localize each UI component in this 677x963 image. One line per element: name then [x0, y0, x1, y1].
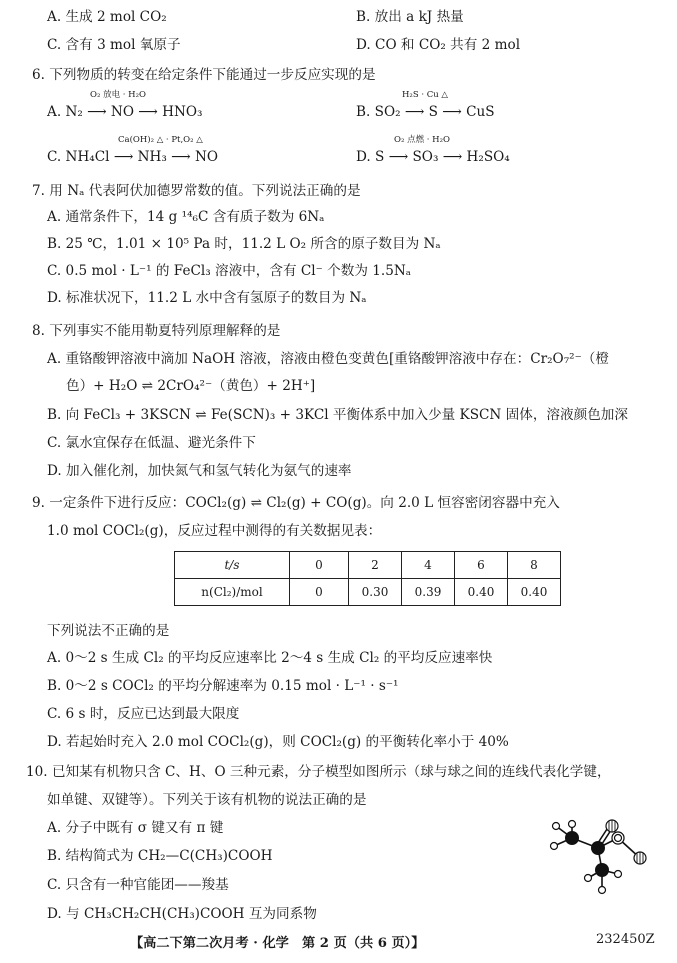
hydrogen-atom — [615, 871, 622, 878]
exam-code: 232450Z — [596, 932, 655, 947]
table-row — [175, 552, 561, 579]
oxygen-atom — [634, 852, 646, 864]
q9-data-table — [174, 551, 561, 606]
q10-option-b: B. 结构简式为 CH₂—C(CH₃)COOH — [47, 848, 273, 864]
q6-option-b: B. SO₂ ⟶ S ⟶ CuS — [356, 104, 495, 120]
table-cell: 0.40 — [455, 579, 508, 606]
table-row — [175, 579, 561, 606]
table-header-cell: 6 — [455, 552, 508, 579]
table-cell: n(Cl₂)/mol — [175, 579, 290, 606]
table-cell: 0.39 — [402, 579, 455, 606]
q7-option-b: B. 25 ℃，1.01 × 10⁵ Pa 时，11.2 L O₂ 所含的原子数目为 Nₐ — [47, 236, 441, 252]
q9-option-a: A. 0～2 s 生成 Cl₂ 的平均反应速率比 2～4 s 生成 Cl₂ 的平均反应速率快 — [47, 650, 493, 666]
q8-option-b: B. 向 FeCl₃ + 3KSCN ⇌ Fe(SCN)₃ + 3KCl 平衡体系中加入少量 KSCN 固体，溶液颜色加深 — [47, 407, 628, 423]
q8-option-a-line1: A. 重铬酸钾溶液中滴加 NaOH 溶液，溶液由橙色变黄色[重铬酸钾溶液中存在：Cr₂O₇²⁻（橙 — [47, 351, 609, 367]
oxygen-atom — [606, 820, 618, 832]
q7-stem: 7. 用 Nₐ 代表阿伏加德罗常数的值。下列说法正确的是 — [32, 183, 361, 199]
q8-option-a-line2: 色）+ H₂O ⇌ 2CrO₄²⁻（黄色）+ 2H⁺] — [66, 378, 316, 394]
q10-option-d: D. 与 CH₃CH₂CH(CH₃)COOH 互为同系物 — [47, 906, 317, 922]
q6-option-c-condition: Ca(OH)₂ △ · Pt,O₂ △ — [118, 135, 203, 145]
q7-option-a: A. 通常条件下，14 g ¹⁴₆C 含有质子数为 6Nₐ — [47, 209, 325, 225]
table-cell: 0.30 — [349, 579, 402, 606]
q10-option-a: A. 分子中既有 σ 键又有 π 键 — [47, 820, 224, 836]
q9-stem-line1: 9. 一定条件下进行反应：COCl₂(g) ⇌ Cl₂(g) + CO(g)。向 2.0 L 恒容密闭容器中充入 — [32, 495, 560, 511]
table-header-cell: 4 — [402, 552, 455, 579]
q9-option-c: C. 6 s 时，反应已达到最大限度 — [47, 706, 240, 722]
table-header-cell: 8 — [508, 552, 561, 579]
q8-stem: 8. 下列事实不能用勒夏特列原理解释的是 — [32, 323, 281, 339]
q5-option-c: C. 含有 3 mol 氧原子 — [47, 37, 181, 53]
hydrogen-atom — [569, 821, 576, 828]
q10-stem-line2: 如单键、双键等）。下列关于该有机物的说法正确的是 — [47, 792, 367, 808]
q6-option-a-condition: O₂ 放电 · H₂O — [90, 90, 146, 100]
hydrogen-atom — [615, 835, 622, 842]
q5-option-d: D. CO 和 CO₂ 共有 2 mol — [356, 37, 521, 53]
q9-option-b: B. 0～2 s COCl₂ 的平均分解速率为 0.15 mol · L⁻¹ · s⁻¹ — [47, 678, 399, 694]
hydrogen-atom — [553, 823, 560, 830]
q10-stem-line1: 10. 已知某有机物只含 C、H、O 三种元素，分子模型如图所示（球与球之间的连线代表化学键， — [26, 764, 611, 780]
q8-option-c: C. 氯水宜保存在低温、避光条件下 — [47, 435, 256, 451]
q6-option-b-condition: H₂S · Cu △ — [402, 90, 448, 100]
q7-option-c: C. 0.5 mol · L⁻¹ 的 FeCl₃ 溶液中，含有 Cl⁻ 个数为 1.5Nₐ — [47, 263, 412, 279]
q6-option-d: D. S ⟶ SO₃ ⟶ H₂SO₄ — [356, 149, 510, 165]
table-header-cell: 0 — [290, 552, 349, 579]
table-cell: 0 — [290, 579, 349, 606]
q6-option-c: C. NH₄Cl ⟶ NH₃ ⟶ NO — [47, 149, 219, 165]
q6-stem: 6. 下列物质的转变在给定条件下能通过一步反应实现的是 — [32, 67, 376, 83]
q9-option-d: D. 若起始时充入 2.0 mol COCl₂(g)，则 COCl₂(g) 的平衡转化率小于 40% — [47, 734, 509, 750]
q5-option-a: A. 生成 2 mol CO₂ — [47, 9, 167, 25]
molecule-model-figure — [548, 818, 658, 900]
carbon-atom — [595, 863, 609, 877]
q6-option-d-condition: O₂ 点燃 · H₂O — [394, 135, 450, 145]
hydrogen-atom — [585, 875, 592, 882]
q10-option-c: C. 只含有一种官能团——羧基 — [47, 877, 229, 893]
table-header-cell: 2 — [349, 552, 402, 579]
carbon-atom — [591, 841, 605, 855]
q9-stem-line2: 1.0 mol COCl₂(g)，反应过程中测得的有关数据见表： — [47, 523, 382, 539]
q5-option-b: B. 放出 a kJ 热量 — [356, 9, 464, 25]
q8-option-d: D. 加入催化剂，加快氮气和氢气转化为氨气的速率 — [47, 463, 352, 479]
q7-option-d: D. 标准状况下，11.2 L 水中含有氢原子的数目为 Nₐ — [47, 290, 367, 306]
carbon-atom — [565, 831, 579, 845]
table-header-cell: t/s — [175, 552, 290, 579]
hydrogen-atom — [599, 887, 606, 894]
q9-sub-stem: 下列说法不正确的是 — [47, 623, 170, 639]
page-footer: 【高二下第二次月考 · 化学 第 2 页（共 6 页）】 — [130, 936, 425, 951]
hydrogen-atom — [551, 843, 558, 850]
table-cell: 0.40 — [508, 579, 561, 606]
q6-option-a: A. N₂ ⟶ NO ⟶ HNO₃ — [47, 104, 203, 120]
